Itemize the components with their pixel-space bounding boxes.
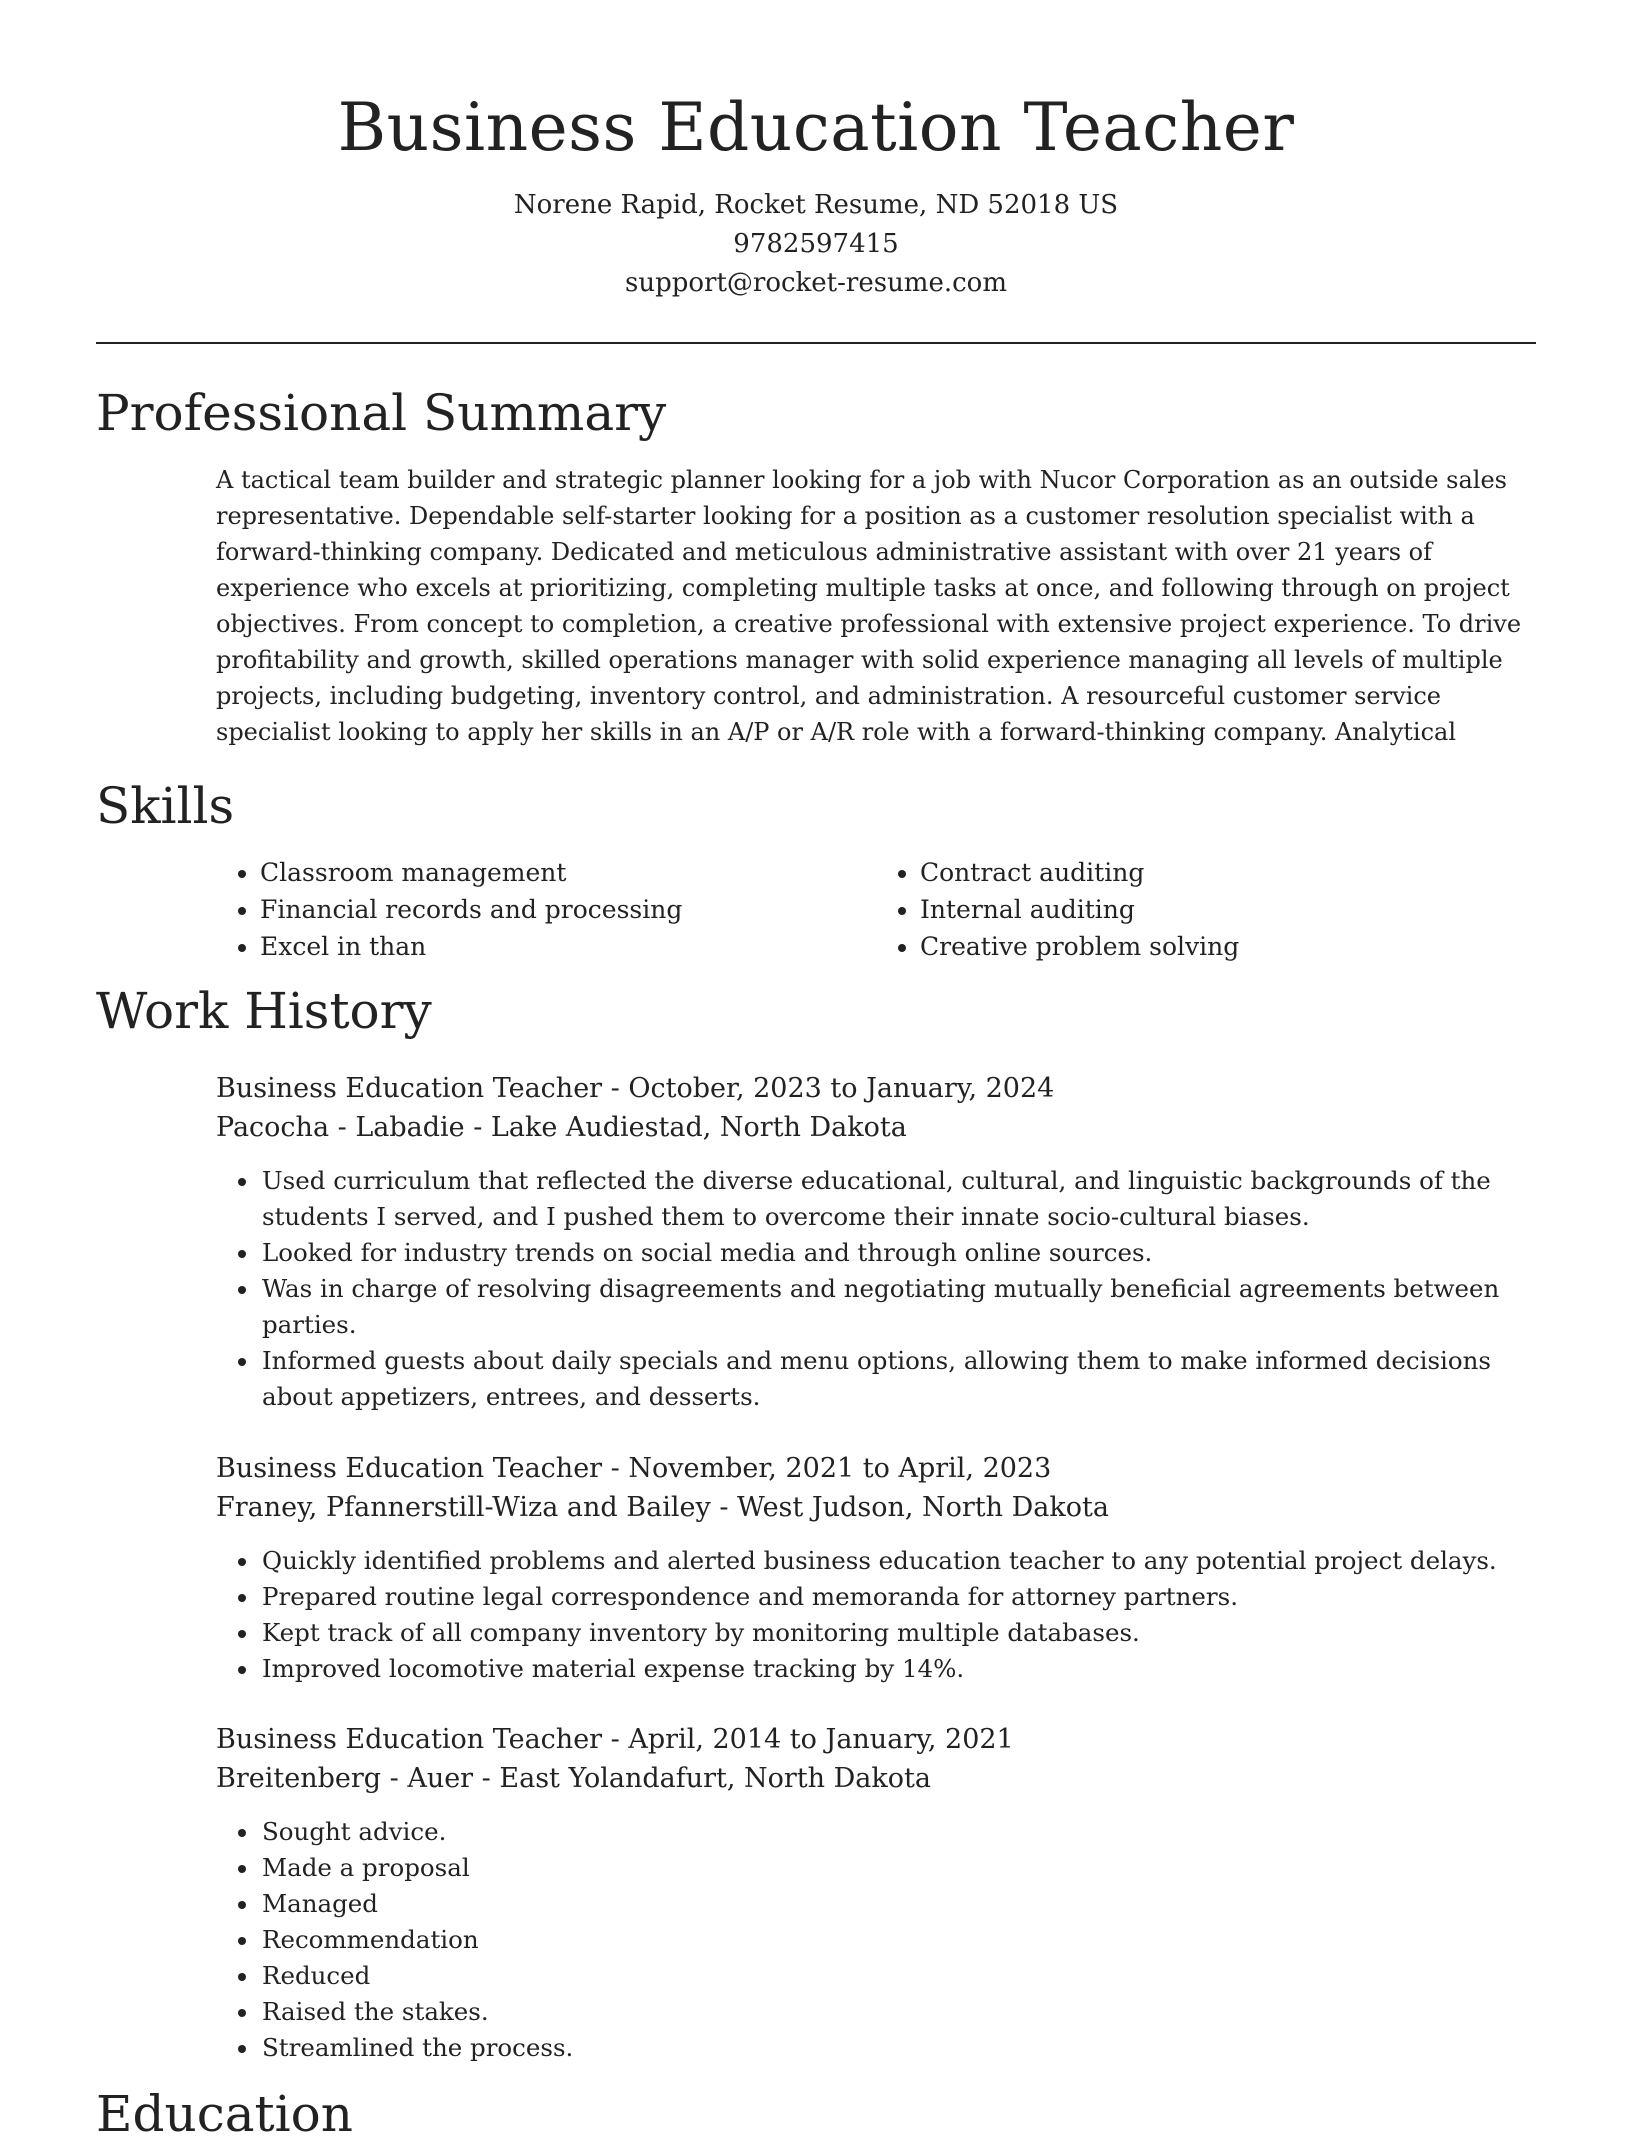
header-divider [96, 342, 1536, 344]
job-bullet: • Reduced [260, 1958, 1546, 1994]
job-bullet: • Sought advice. [260, 1814, 1546, 1850]
job-bullet: • Quickly identified problems and alerted business education teacher to any potential project delays. [260, 1543, 1546, 1579]
section-title-skills: Skills [96, 777, 235, 835]
job-company-line [216, 1488, 1546, 1527]
job-entry [216, 1449, 1546, 1687]
skills-list [216, 854, 1536, 965]
resume-header [0, 0, 1632, 303]
job-bullet: • Informed guests about daily specials and menu options, allowing them to make informed decisions about appetizers, entrees, and desserts. [260, 1343, 1546, 1415]
email-text: support@rocket-resume.com [624, 268, 1007, 298]
job-company-line [216, 1108, 1546, 1147]
job-dates: - April, 2014 to January, 2021 [602, 1724, 1014, 1755]
skill-item: • Excel in than [260, 928, 876, 965]
job-company: Franey, Pfannerstill-Wiza and Bailey [216, 1492, 711, 1523]
job-bullets [216, 1543, 1546, 1687]
job-entry [216, 1069, 1546, 1415]
skill-item: • Contract auditing [920, 854, 1536, 891]
job-company-line [216, 1759, 1546, 1798]
job-bullet: • Managed [260, 1886, 1546, 1922]
job-title: Business Education Teacher [216, 1453, 603, 1484]
contact-info [0, 186, 1632, 303]
skill-item: • Internal auditing [920, 891, 1536, 928]
phone-text: 9782597415 [733, 229, 899, 259]
job-bullets [216, 1163, 1546, 1415]
section-title-summary: Professional Summary [96, 384, 667, 442]
candidate-name: Business Education Teacher [337, 89, 1295, 166]
job-dates: - October, 2023 to January, 2024 [602, 1073, 1055, 1104]
section-title-work-history: Work History [96, 982, 432, 1040]
job-title-line [216, 1720, 1546, 1759]
job-bullet: • Made a proposal [260, 1850, 1546, 1886]
job-entry [216, 1720, 1546, 2066]
job-bullet: • Looked for industry trends on social media and through online sources. [260, 1235, 1546, 1271]
job-bullet: • Streamlined the process. [260, 2030, 1546, 2066]
job-company: Breitenberg - Auer [216, 1763, 474, 1794]
job-title-line [216, 1449, 1546, 1488]
job-dates: - November, 2021 to April, 2023 [602, 1453, 1052, 1484]
job-bullet: • Was in charge of resolving disagreements and negotiating mutually beneficial agreements between parties. [260, 1271, 1546, 1343]
job-bullet: • Used curriculum that reflected the diverse educational, cultural, and linguistic backgrounds of the students I served, and I pushed them to overcome their innate socio-cultural biases. [260, 1163, 1546, 1235]
job-bullet: • Kept track of all company inventory by monitoring multiple databases. [260, 1615, 1546, 1651]
job-bullet: • Recommendation [260, 1922, 1546, 1958]
skill-item: • Classroom management [260, 854, 876, 891]
job-title-line [216, 1069, 1546, 1108]
skills-column-left [216, 854, 876, 965]
job-bullet: • Improved locomotive material expense tracking by 14%. [260, 1651, 1546, 1687]
summary-text: A tactical team builder and strategic planner looking for a job with Nucor Corporation as an outside sales representative. Dependable self-starter looking for a position as a customer resolution specialist with a forward-thinking company. Dedicated and meticulous administrative assistant with over 21 years of experience who excels at prioritizing, completing multiple tasks at once, and following through on project objectives. From concept to completion, a creative professional with extensive project experience. To drive profitability and growth, skilled operations manager with solid experience managing all levels of multiple projects, including budgeting, inventory control, and administration. A resourceful customer service specialist looking to apply her skills in an A/P or A/R role with a forward-thinking company. Analytical [216, 466, 1522, 746]
job-bullet: • Prepared routine legal correspondence and memoranda for attorney partners. [260, 1579, 1546, 1615]
job-company: Pacocha - Labadie [216, 1112, 465, 1143]
job-title: Business Education Teacher [216, 1724, 603, 1755]
job-bullet: • Raised the stakes. [260, 1994, 1546, 2030]
job-bullets [216, 1814, 1546, 2066]
job-location: - Lake Audiestad, North Dakota [464, 1112, 907, 1143]
job-location: - East Yolandafurt, North Dakota [473, 1763, 931, 1794]
job-location: - West Judson, North Dakota [710, 1492, 1109, 1523]
skill-item: • Financial records and processing [260, 891, 876, 928]
address-text: Norene Rapid, Rocket Resume, ND 52018 US [513, 190, 1119, 220]
job-title: Business Education Teacher [216, 1073, 603, 1104]
section-title-education: Education [96, 2085, 353, 2143]
skills-column-right [876, 854, 1536, 965]
skill-item: • Creative problem solving [920, 928, 1536, 965]
